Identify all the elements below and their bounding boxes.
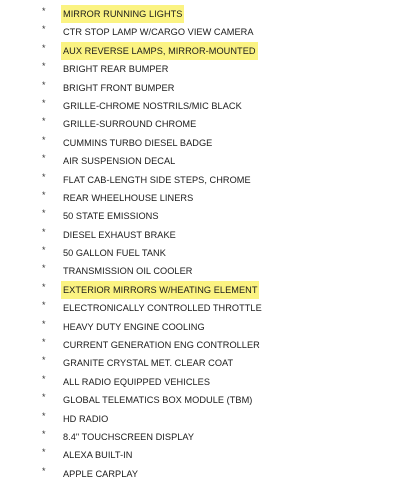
bullet-marker: * <box>42 245 46 256</box>
highlighted-item-text: AUX REVERSE LAMPS, MIRROR-MOUNTED <box>61 42 258 60</box>
item-text: GRILLE-CHROME NOSTRILS/MIC BLACK <box>63 100 242 111</box>
item-text: GLOBAL TELEMATICS BOX MODULE (TBM) <box>63 395 253 406</box>
item-text: ALL RADIO EQUIPPED VEHICLES <box>63 376 211 387</box>
list-item <box>0 354 416 372</box>
list-item <box>0 465 416 483</box>
item-text: CUMMINS TURBO DIESEL BADGE <box>63 137 213 148</box>
item-text: GRANITE CRYSTAL MET. CLEAR COAT <box>63 358 234 369</box>
bullet-marker: * <box>42 410 46 421</box>
highlighted-item-text: MIRROR RUNNING LIGHTS <box>61 5 184 23</box>
item-text: AIR SUSPENSION DECAL <box>63 156 176 167</box>
bullet-marker: * <box>42 318 46 329</box>
list-item <box>0 299 416 317</box>
list-item <box>0 79 416 97</box>
bullet-marker: * <box>42 24 46 35</box>
item-text: 50 GALLON FUEL TANK <box>63 248 166 259</box>
list-item <box>0 410 416 428</box>
item-text: REAR WHEELHOUSE LINERS <box>63 192 194 203</box>
item-text: BRIGHT FRONT BUMPER <box>63 82 175 93</box>
bullet-marker: * <box>42 208 46 219</box>
item-text: 50 STATE EMISSIONS <box>63 211 159 222</box>
bullet-marker: * <box>42 392 46 403</box>
bullet-marker: * <box>42 189 46 200</box>
list-item <box>0 244 416 262</box>
bullet-marker: * <box>42 281 46 292</box>
list-item <box>0 428 416 446</box>
bullet-marker: * <box>42 373 46 384</box>
feature-list <box>0 5 416 483</box>
bullet-marker: * <box>42 79 46 90</box>
bullet-marker: * <box>42 97 46 108</box>
item-text: TRANSMISSION OIL COOLER <box>63 266 193 277</box>
list-item <box>0 97 416 115</box>
list-item <box>0 60 416 78</box>
item-text: APPLE CARPLAY <box>63 468 139 479</box>
item-text: 8.4" TOUCHSCREEN DISPLAY <box>63 431 195 442</box>
item-text: CURRENT GENERATION ENG CONTROLLER <box>63 340 260 351</box>
item-text: GRILLE-SURROUND CHROME <box>63 119 197 130</box>
list-item <box>0 115 416 133</box>
bullet-marker: * <box>42 263 46 274</box>
bullet-marker: * <box>42 337 46 348</box>
item-text: BRIGHT REAR BUMPER <box>63 64 169 75</box>
list-item <box>0 336 416 354</box>
item-text: CTR STOP LAMP W/CARGO VIEW CAMERA <box>63 27 254 38</box>
item-text: HD RADIO <box>63 413 109 424</box>
bullet-marker: * <box>42 447 46 458</box>
bullet-marker: * <box>42 355 46 366</box>
item-text: DIESEL EXHAUST BRAKE <box>63 229 176 240</box>
list-item <box>0 262 416 280</box>
bullet-marker: * <box>42 153 46 164</box>
bullet-marker: * <box>42 428 46 439</box>
bullet-marker: * <box>42 6 46 16</box>
item-text: HEAVY DUTY ENGINE COOLING <box>63 321 205 332</box>
item-text: FLAT CAB-LENGTH SIDE STEPS, CHROME <box>63 174 251 185</box>
bullet-marker: * <box>42 171 46 182</box>
list-item <box>0 23 416 41</box>
list-item <box>0 189 416 207</box>
bullet-marker: * <box>42 134 46 145</box>
bullet-marker: * <box>42 61 46 72</box>
list-item <box>0 226 416 244</box>
bullet-marker: * <box>42 300 46 311</box>
list-item <box>0 391 416 409</box>
list-item <box>0 5 416 23</box>
bullet-marker: * <box>42 42 46 53</box>
item-text: ELECTRONICALLY CONTROLLED THROTTLE <box>63 303 262 314</box>
item-text: ALEXA BUILT-IN <box>63 450 133 461</box>
list-item <box>0 446 416 464</box>
highlighted-item-text: EXTERIOR MIRRORS W/HEATING ELEMENT <box>61 281 259 299</box>
list-item <box>0 207 416 225</box>
list-item <box>0 318 416 336</box>
bullet-marker: * <box>42 116 46 127</box>
list-item <box>0 134 416 152</box>
list-item <box>0 42 416 60</box>
list-item <box>0 373 416 391</box>
list-item <box>0 152 416 170</box>
bullet-marker: * <box>42 226 46 237</box>
bullet-marker: * <box>42 465 46 476</box>
list-item <box>0 171 416 189</box>
list-item <box>0 281 416 299</box>
